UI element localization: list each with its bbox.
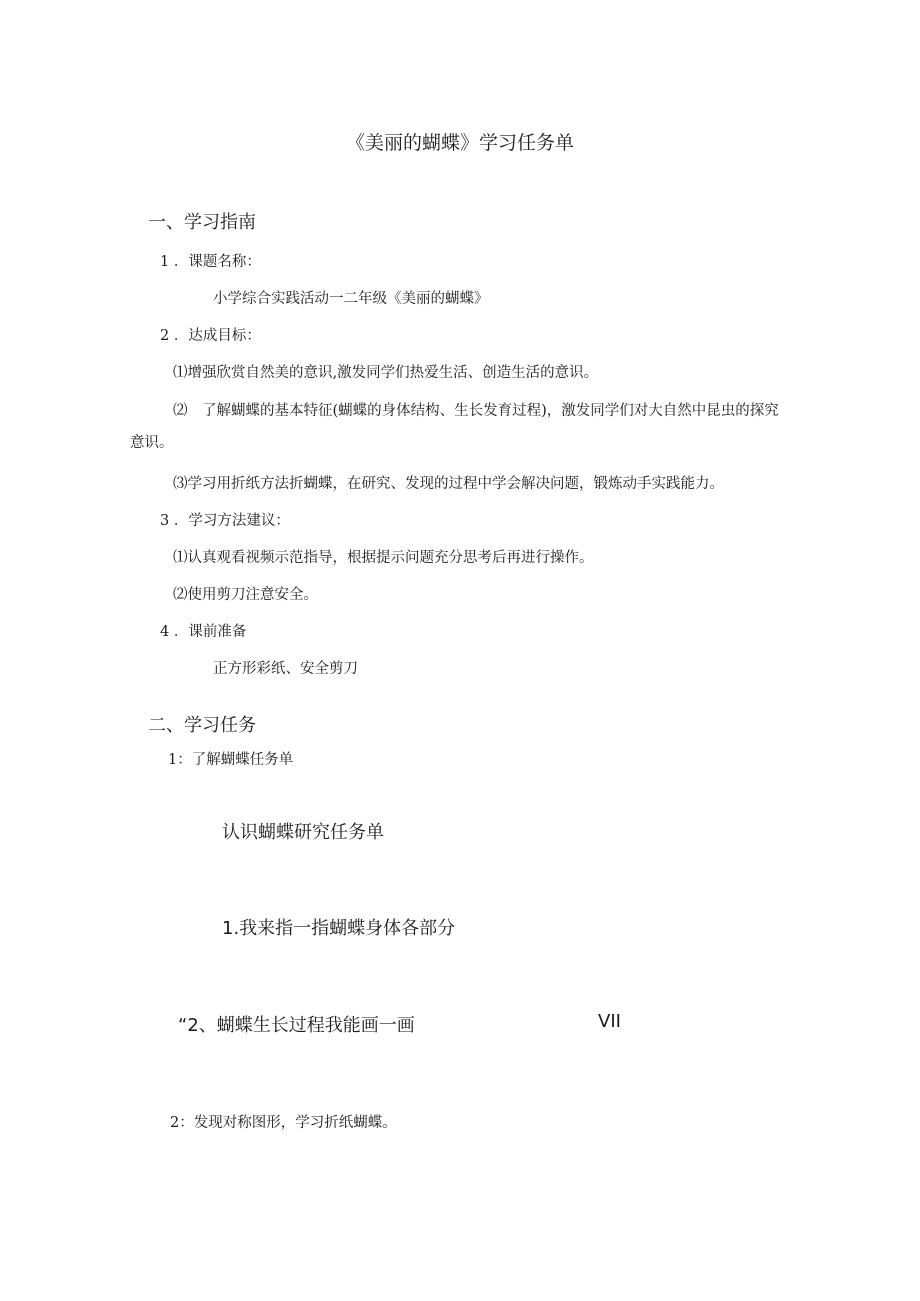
task-2: 2：发现对称图形，学习折纸蝴蝶。 <box>170 1115 397 1131</box>
goal-2: ⑵ 了解蝴蝶的基本特征(蝴蝶的身体结构、生长发育过程)，激发同学们对大自然中昆虫的探究意识。 <box>130 403 779 451</box>
document-title: 《美丽的蝴蝶》学习任务单 <box>345 132 574 154</box>
section1-heading: 一、学习指南 <box>148 212 256 233</box>
item1-content: 小学综合实践活动一二年级《美丽的蝴蝶》 <box>213 291 489 307</box>
item1-label: 1 ．课题名称： <box>160 254 261 270</box>
method-1: ⑴认真观看视频示范指导，根据提示问题充分思考后再进行操作。 <box>173 550 594 566</box>
task-1: 1：了解蝴蝶任务单 <box>168 752 294 768</box>
item2-label: 2 ．达成目标： <box>160 328 261 344</box>
item4-label: 4 ．课前准备 <box>160 624 247 640</box>
goal-1: ⑴增强欣赏自然美的意识,激发同学们热爱生活、创造生活的意识。 <box>173 365 599 381</box>
worksheet-question-1: 1.我来指一指蝴蝶身体各部分 <box>222 918 456 939</box>
worksheet-question-2-extra: VII <box>598 1011 621 1032</box>
item3-label: 3 ．学习方法建议： <box>160 513 290 529</box>
worksheet-question-2: “2、蝴蝶生长过程我能画一画 <box>178 1015 415 1036</box>
worksheet-title: 认识蝴蝶研究任务单 <box>222 822 384 843</box>
section2-heading: 二、学习任务 <box>148 715 256 736</box>
item4-content: 正方形彩纸、安全剪刀 <box>213 661 358 677</box>
method-2: ⑵使用剪刀注意安全。 <box>173 587 318 603</box>
goal-3: ⑶学习用折纸方法折蝴蝶，在研究、发现的过程中学会解决问题，锻炼动手实践能力。 <box>173 476 724 492</box>
